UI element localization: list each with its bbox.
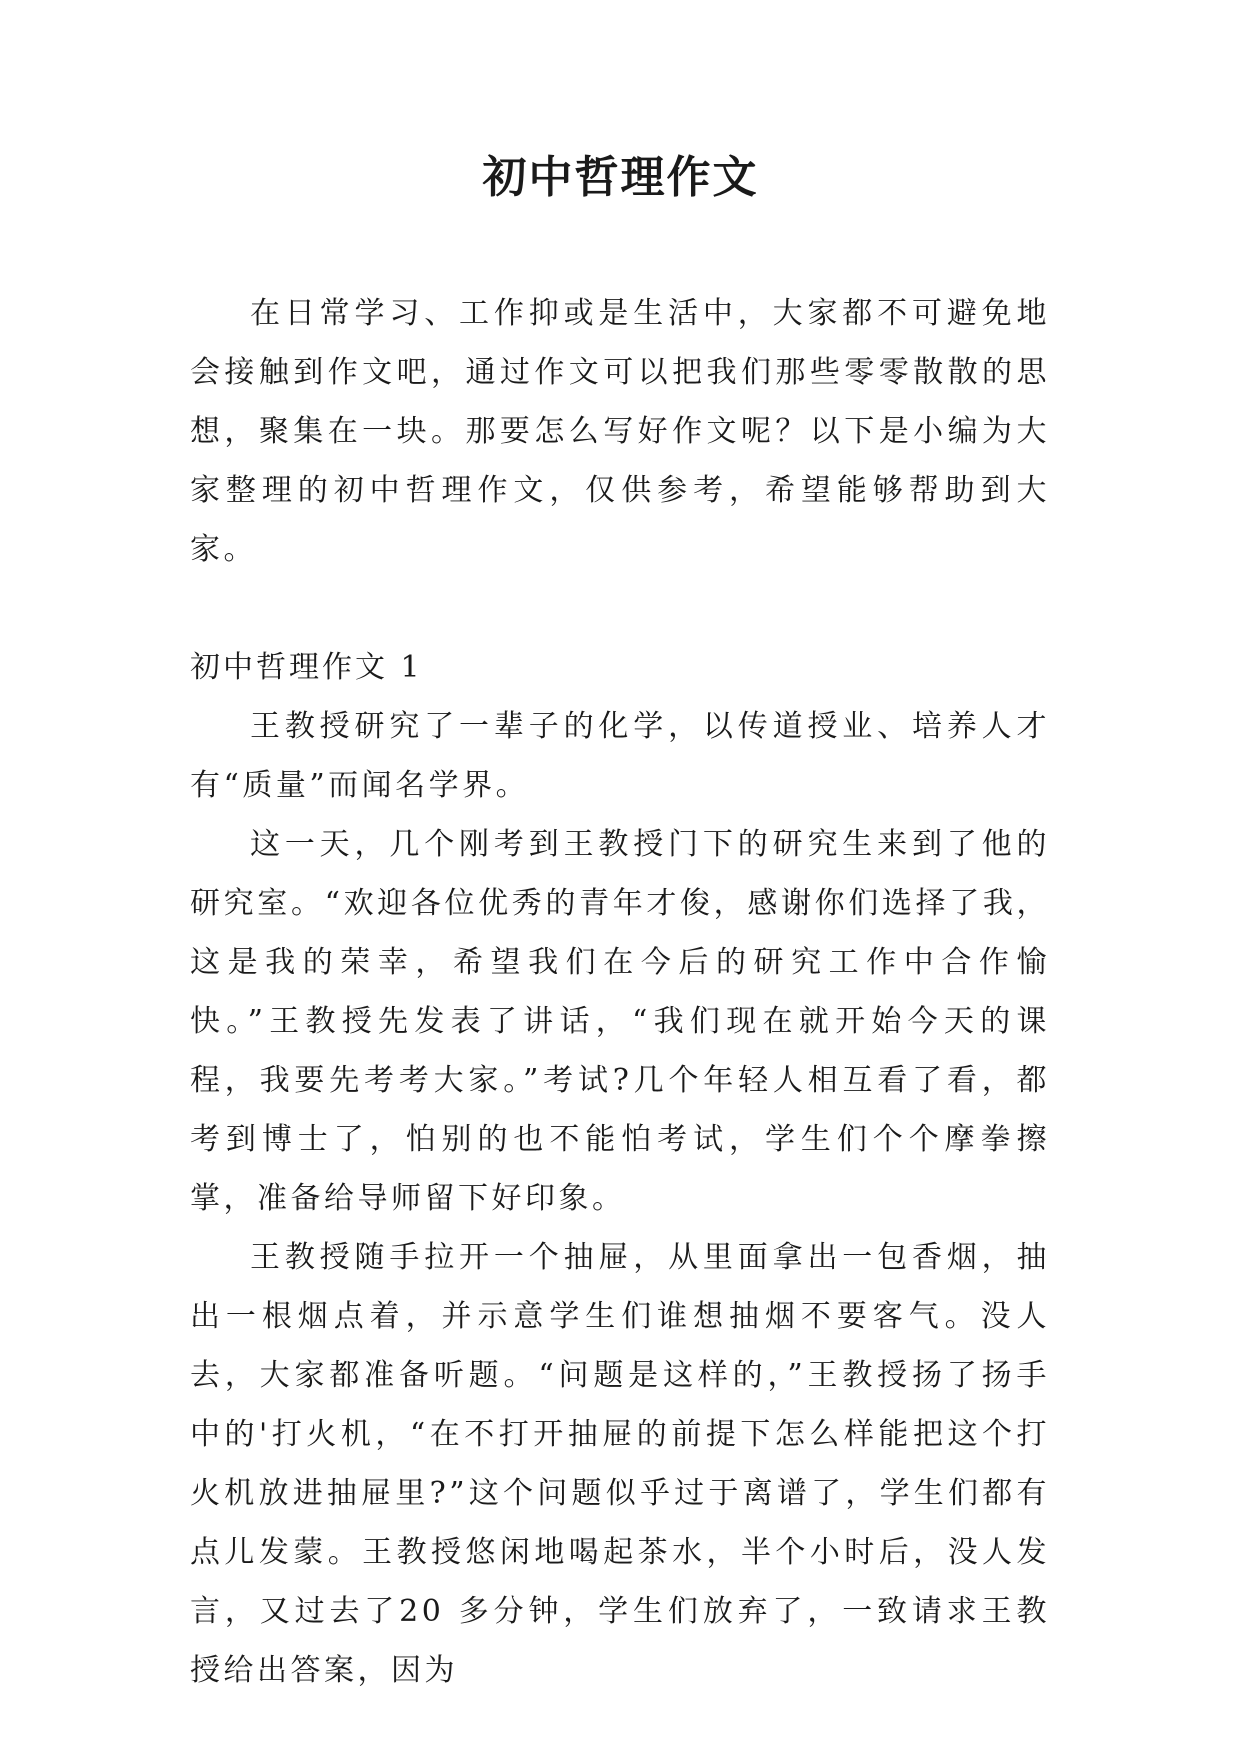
section-heading: 初中哲理作文 1 bbox=[190, 650, 423, 685]
document-body bbox=[190, 284, 1050, 1700]
intro-paragraph: 在日常学习、工作抑或是生活中，大家都不可避免地会接触到作文吧，通过作文可以把我们那些零零散散的思想，聚集在一块。那要怎么写好作文呢？以下是小编为大家整理的初中哲理作文，仅供参考，希望能够帮助到大家。 bbox=[190, 296, 1050, 567]
body-paragraph: 王教授研究了一辈子的化学，以传道授业、培养人才有“质量”而闻名学界。 bbox=[190, 709, 1050, 803]
document-title: 初中哲理作文 bbox=[482, 152, 759, 203]
body-paragraph: 这一天，几个刚考到王教授门下的研究生来到了他的研究室。“欢迎各位优秀的青年才俊，感谢你们选择了我，这是我的荣幸，希望我们在今后的研究工作中合作愉快。”王教授先发表了讲话，“我们现在就开始今天的课程，我要先考考大家。”考试?几个年轻人相互看了看，都考到博士了，怕别的也不能怕考试，学生们个个摩拳擦掌，准备给导师留下好印象。 bbox=[190, 827, 1050, 1216]
body-paragraph: 王教授随手拉开一个抽屉，从里面拿出一包香烟，抽出一根烟点着，并示意学生们谁想抽烟不要客气。没人去，大家都准备听题。“问题是这样的，”王教授扬了扬手中的'打火机，“在不打开抽屉的前提下怎么样能把这个打火机放进抽屉里?”这个问题似乎过于离谱了，学生们都有点儿发蒙。王教授悠闲地喝起茶水，半个小时后，没人发言，又过去了20 多分钟，学生们放弃了，一致请求王教授给出答案，因为 bbox=[190, 1240, 1050, 1688]
